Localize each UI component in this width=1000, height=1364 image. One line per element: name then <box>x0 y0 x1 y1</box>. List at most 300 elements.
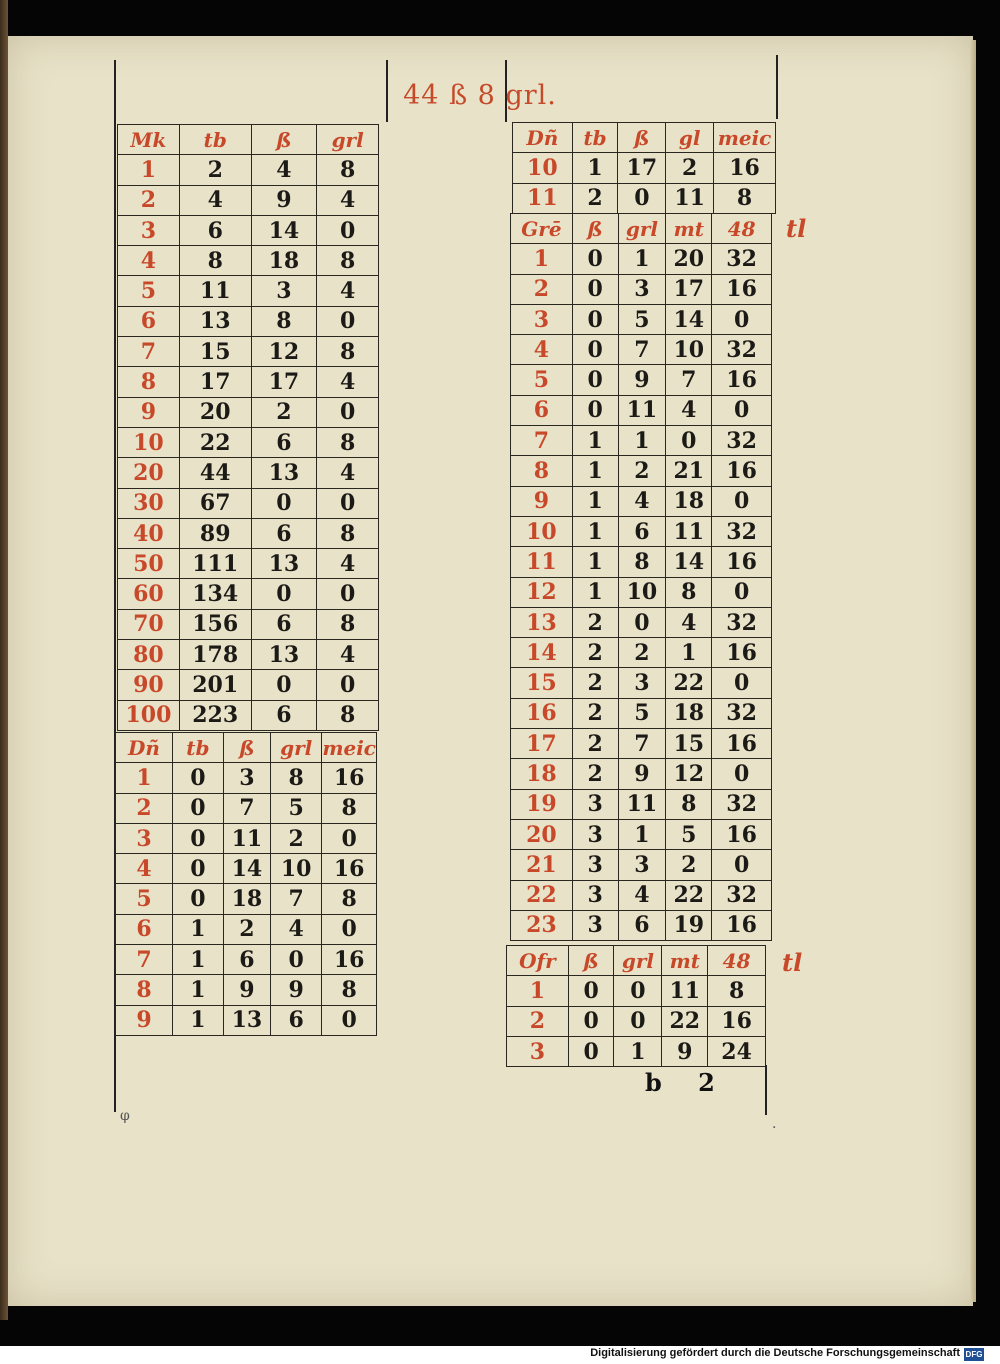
value-cell: 20 <box>666 244 712 274</box>
right-days-table <box>512 122 776 214</box>
table-row <box>511 759 772 789</box>
table-row <box>118 306 379 336</box>
header-cell: Dñ <box>116 733 173 763</box>
book-spine-edge <box>0 0 8 1320</box>
table-row <box>511 850 772 880</box>
value-cell: 11 <box>618 789 666 819</box>
value-cell: 16 <box>714 153 776 183</box>
table-header-row <box>118 125 379 155</box>
value-cell: 2 <box>572 668 618 698</box>
row-label-cell: 4 <box>118 246 180 276</box>
value-cell: 0 <box>271 945 322 975</box>
value-cell: 0 <box>251 579 317 609</box>
row-label-cell: 16 <box>511 698 573 728</box>
value-cell: 0 <box>172 793 223 823</box>
value-cell: 4 <box>251 155 317 185</box>
row-label-cell: 15 <box>511 668 573 698</box>
row-label-cell: 17 <box>511 729 573 759</box>
value-cell: 4 <box>271 914 322 944</box>
value-cell: 0 <box>618 183 666 213</box>
margin-note-hours: tl <box>786 214 807 243</box>
dfg-logo: DFG <box>965 1350 983 1359</box>
value-cell: 1 <box>172 945 223 975</box>
value-cell: 0 <box>172 823 223 853</box>
row-label-cell: 8 <box>118 367 180 397</box>
value-cell: 8 <box>666 577 712 607</box>
value-cell: 1 <box>618 426 666 456</box>
value-cell: 15 <box>666 729 712 759</box>
table-row <box>116 945 377 975</box>
table-row <box>116 763 377 793</box>
value-cell: 10 <box>666 335 712 365</box>
row-label-cell: 9 <box>118 397 180 427</box>
value-cell: 17 <box>251 367 317 397</box>
value-cell: 19 <box>666 910 712 940</box>
table-row <box>511 244 772 274</box>
value-cell: 134 <box>179 579 251 609</box>
value-cell: 0 <box>172 884 223 914</box>
value-cell: 2 <box>572 607 618 637</box>
value-cell: 8 <box>618 547 666 577</box>
table-row <box>118 397 379 427</box>
value-cell: 2 <box>179 155 251 185</box>
row-label-cell: 6 <box>511 395 573 425</box>
value-cell: 32 <box>712 789 772 819</box>
value-cell: 1 <box>172 975 223 1005</box>
value-cell: 1 <box>618 244 666 274</box>
value-cell: 14 <box>223 854 270 884</box>
right-hours-table <box>510 213 772 941</box>
value-cell: 67 <box>179 488 251 518</box>
row-label-cell: 3 <box>116 823 173 853</box>
value-cell: 0 <box>568 976 614 1006</box>
value-cell: 6 <box>618 516 666 546</box>
table-row <box>116 884 377 914</box>
row-label-cell: 1 <box>507 976 569 1006</box>
table-row <box>116 1005 377 1035</box>
value-cell: 178 <box>179 640 251 670</box>
value-cell: 201 <box>179 670 251 700</box>
value-cell: 8 <box>317 518 379 548</box>
value-cell: 13 <box>179 306 251 336</box>
value-cell: 17 <box>666 274 712 304</box>
value-cell: 6 <box>179 215 251 245</box>
table-row <box>116 823 377 853</box>
value-cell: 8 <box>714 183 776 213</box>
table-row <box>511 577 772 607</box>
value-cell: 8 <box>666 789 712 819</box>
row-label-cell: 11 <box>513 183 573 213</box>
table-row <box>511 668 772 698</box>
row-label-cell: 20 <box>511 819 573 849</box>
value-cell: 7 <box>223 793 270 823</box>
funding-footer: Digitalisierung gefördert durch die Deutsche Forschungsgemeinschaft <box>590 1347 960 1359</box>
header-cell: tb <box>172 733 223 763</box>
header-cell: Grē <box>511 214 573 244</box>
row-label-cell: 13 <box>511 607 573 637</box>
table-header-row <box>507 946 766 976</box>
value-cell: 0 <box>712 668 772 698</box>
value-cell: 0 <box>572 335 618 365</box>
row-label-cell: 80 <box>118 640 180 670</box>
table-row <box>116 914 377 944</box>
value-cell: 18 <box>666 698 712 728</box>
row-label-cell: 1 <box>116 763 173 793</box>
table-row <box>118 367 379 397</box>
value-cell: 9 <box>271 975 322 1005</box>
table-row <box>511 729 772 759</box>
value-cell: 5 <box>271 793 322 823</box>
value-cell: 2 <box>251 397 317 427</box>
row-label-cell: 9 <box>511 486 573 516</box>
value-cell: 3 <box>618 668 666 698</box>
value-cell: 0 <box>712 759 772 789</box>
table-row <box>511 395 772 425</box>
value-cell: 6 <box>271 1005 322 1035</box>
row-label-cell: 8 <box>116 975 173 1005</box>
value-cell: 16 <box>322 854 377 884</box>
header-cell: tb <box>179 125 251 155</box>
table-row <box>118 427 379 457</box>
value-cell: 9 <box>662 1036 708 1066</box>
table-row <box>513 153 776 183</box>
value-cell: 0 <box>322 823 377 853</box>
row-label-cell: 2 <box>116 793 173 823</box>
row-label-cell: 7 <box>118 337 180 367</box>
right-frame-rule <box>776 55 778 119</box>
row-label-cell: 2 <box>118 185 180 215</box>
value-cell: 3 <box>618 850 666 880</box>
value-cell: 3 <box>572 880 618 910</box>
row-label-cell: 4 <box>511 335 573 365</box>
value-cell: 0 <box>251 488 317 518</box>
value-cell: 18 <box>251 246 317 276</box>
row-label-cell: 40 <box>118 518 180 548</box>
header-cell: 48 <box>712 214 772 244</box>
value-cell: 0 <box>618 607 666 637</box>
right-lower-frame-rule <box>765 1065 767 1115</box>
table-row <box>511 426 772 456</box>
value-cell: 16 <box>712 819 772 849</box>
value-cell: 0 <box>251 670 317 700</box>
row-label-cell: 5 <box>511 365 573 395</box>
table-row <box>118 215 379 245</box>
value-cell: 1 <box>572 153 618 183</box>
row-label-cell: 10 <box>118 427 180 457</box>
table-row <box>511 880 772 910</box>
row-label-cell: 100 <box>118 700 180 730</box>
value-cell: 16 <box>708 1006 766 1036</box>
row-label-cell: 12 <box>511 577 573 607</box>
value-cell: 0 <box>172 763 223 793</box>
value-cell: 13 <box>251 640 317 670</box>
header-cell: Ofr <box>507 946 569 976</box>
value-cell: 3 <box>572 910 618 940</box>
value-cell: 14 <box>666 547 712 577</box>
value-cell: 16 <box>712 547 772 577</box>
row-label-cell: 22 <box>511 880 573 910</box>
table-row <box>511 486 772 516</box>
header-cell: ß <box>572 214 618 244</box>
value-cell: 4 <box>317 367 379 397</box>
value-cell: 32 <box>712 516 772 546</box>
value-cell: 0 <box>614 1006 662 1036</box>
value-cell: 0 <box>322 1005 377 1035</box>
value-cell: 7 <box>666 365 712 395</box>
value-cell: 10 <box>618 577 666 607</box>
table-row <box>118 579 379 609</box>
value-cell: 9 <box>251 185 317 215</box>
table-row <box>118 185 379 215</box>
value-cell: 1 <box>572 486 618 516</box>
value-cell: 18 <box>666 486 712 516</box>
header-cell: mt <box>666 214 712 244</box>
value-cell: 8 <box>317 427 379 457</box>
value-cell: 9 <box>223 975 270 1005</box>
value-cell: 20 <box>179 397 251 427</box>
value-cell: 2 <box>572 729 618 759</box>
value-cell: 44 <box>179 458 251 488</box>
value-cell: 15 <box>179 337 251 367</box>
header-cell: Mk <box>118 125 180 155</box>
table-row <box>511 789 772 819</box>
table-row <box>511 819 772 849</box>
value-cell: 0 <box>317 488 379 518</box>
table-header-row <box>116 733 377 763</box>
table-row <box>118 458 379 488</box>
header-cell: grl <box>271 733 322 763</box>
table-row <box>511 910 772 940</box>
value-cell: 16 <box>712 638 772 668</box>
row-label-cell: 30 <box>118 488 180 518</box>
value-cell: 6 <box>251 609 317 639</box>
header-cell: grl <box>618 214 666 244</box>
value-cell: 11 <box>179 276 251 306</box>
value-cell: 4 <box>317 185 379 215</box>
value-cell: 0 <box>614 976 662 1006</box>
value-cell: 5 <box>618 304 666 334</box>
value-cell: 2 <box>572 698 618 728</box>
value-cell: 0 <box>572 304 618 334</box>
row-label-cell: 4 <box>116 854 173 884</box>
row-label-cell: 10 <box>511 516 573 546</box>
value-cell: 0 <box>572 244 618 274</box>
value-cell: 0 <box>172 854 223 884</box>
value-cell: 3 <box>572 819 618 849</box>
value-cell: 32 <box>712 244 772 274</box>
value-cell: 4 <box>618 486 666 516</box>
header-cell: grl <box>317 125 379 155</box>
value-cell: 13 <box>251 549 317 579</box>
value-cell: 2 <box>271 823 322 853</box>
row-label-cell: 7 <box>511 426 573 456</box>
value-cell: 14 <box>251 215 317 245</box>
value-cell: 6 <box>251 700 317 730</box>
value-cell: 0 <box>322 914 377 944</box>
value-cell: 5 <box>666 819 712 849</box>
value-cell: 89 <box>179 518 251 548</box>
value-cell: 11 <box>666 516 712 546</box>
header-cell: meic <box>714 123 776 153</box>
value-cell: 8 <box>322 793 377 823</box>
row-label-cell: 11 <box>511 547 573 577</box>
row-label-cell: 8 <box>511 456 573 486</box>
value-cell: 4 <box>317 549 379 579</box>
table-row <box>118 155 379 185</box>
value-cell: 8 <box>317 246 379 276</box>
row-label-cell: 60 <box>118 579 180 609</box>
value-cell: 16 <box>322 763 377 793</box>
row-label-cell: 1 <box>118 155 180 185</box>
value-cell: 4 <box>317 276 379 306</box>
header-cell: 48 <box>708 946 766 976</box>
value-cell: 8 <box>317 609 379 639</box>
value-cell: 1 <box>572 456 618 486</box>
table-row <box>118 518 379 548</box>
value-cell: 16 <box>712 729 772 759</box>
header-cell: Dñ <box>513 123 573 153</box>
value-cell: 0 <box>568 1006 614 1036</box>
page-heading: 44 ß 8 grl. <box>403 80 557 111</box>
value-cell: 4 <box>666 607 712 637</box>
table-row <box>116 854 377 884</box>
value-cell: 3 <box>223 763 270 793</box>
value-cell: 7 <box>618 729 666 759</box>
table-row <box>118 609 379 639</box>
value-cell: 16 <box>322 945 377 975</box>
table-row <box>118 246 379 276</box>
table-row <box>118 276 379 306</box>
value-cell: 32 <box>712 426 772 456</box>
row-label-cell: 14 <box>511 638 573 668</box>
value-cell: 1 <box>172 914 223 944</box>
left-conversion-table <box>117 124 379 731</box>
value-cell: 4 <box>179 185 251 215</box>
value-cell: 16 <box>712 365 772 395</box>
table-row <box>511 698 772 728</box>
value-cell: 6 <box>251 427 317 457</box>
value-cell: 32 <box>712 335 772 365</box>
value-cell: 24 <box>708 1036 766 1066</box>
value-cell: 156 <box>179 609 251 639</box>
value-cell: 18 <box>223 884 270 914</box>
header-cell: gl <box>666 123 714 153</box>
table-row <box>513 183 776 213</box>
table-row <box>511 335 772 365</box>
value-cell: 22 <box>179 427 251 457</box>
value-cell: 22 <box>662 1006 708 1036</box>
value-cell: 0 <box>712 577 772 607</box>
value-cell: 4 <box>317 458 379 488</box>
value-cell: 2 <box>666 850 712 880</box>
row-label-cell: 3 <box>118 215 180 245</box>
row-label-cell: 3 <box>507 1036 569 1066</box>
table-row <box>511 607 772 637</box>
row-label-cell: 5 <box>118 276 180 306</box>
table-row <box>118 549 379 579</box>
ink-speck: φ <box>120 1108 130 1124</box>
value-cell: 16 <box>712 910 772 940</box>
value-cell: 0 <box>317 670 379 700</box>
value-cell: 11 <box>662 976 708 1006</box>
value-cell: 32 <box>712 607 772 637</box>
value-cell: 17 <box>618 153 666 183</box>
margin-note-quarter: tl <box>782 948 803 977</box>
value-cell: 223 <box>179 700 251 730</box>
value-cell: 9 <box>618 365 666 395</box>
row-label-cell: 50 <box>118 549 180 579</box>
row-label-cell: 18 <box>511 759 573 789</box>
value-cell: 2 <box>618 456 666 486</box>
table-row <box>507 976 766 1006</box>
table-row <box>511 365 772 395</box>
header-cell: meic <box>322 733 377 763</box>
value-cell: 2 <box>223 914 270 944</box>
value-cell: 0 <box>712 486 772 516</box>
value-cell: 17 <box>179 367 251 397</box>
value-cell: 0 <box>317 215 379 245</box>
right-quarter-table <box>506 945 766 1067</box>
value-cell: 32 <box>712 698 772 728</box>
table-row <box>511 274 772 304</box>
value-cell: 8 <box>317 337 379 367</box>
table-row <box>511 547 772 577</box>
row-label-cell: 19 <box>511 789 573 819</box>
table-row <box>118 700 379 730</box>
value-cell: 8 <box>179 246 251 276</box>
value-cell: 2 <box>572 183 618 213</box>
value-cell: 22 <box>666 668 712 698</box>
table-row <box>118 488 379 518</box>
row-label-cell: 1 <box>511 244 573 274</box>
value-cell: 8 <box>322 975 377 1005</box>
header-cell: tb <box>572 123 618 153</box>
value-cell: 0 <box>317 579 379 609</box>
value-cell: 16 <box>712 456 772 486</box>
header-cell: mt <box>662 946 708 976</box>
value-cell: 6 <box>618 910 666 940</box>
value-cell: 7 <box>618 335 666 365</box>
value-cell: 6 <box>223 945 270 975</box>
value-cell: 14 <box>666 304 712 334</box>
table-row <box>507 1036 766 1066</box>
value-cell: 8 <box>322 884 377 914</box>
value-cell: 8 <box>317 700 379 730</box>
value-cell: 4 <box>666 395 712 425</box>
value-cell: 11 <box>223 823 270 853</box>
value-cell: 16 <box>712 274 772 304</box>
value-cell: 7 <box>271 884 322 914</box>
header-cell: ß <box>568 946 614 976</box>
value-cell: 10 <box>271 854 322 884</box>
row-label-cell: 3 <box>511 304 573 334</box>
header-cell: ß <box>223 733 270 763</box>
table-row <box>507 1006 766 1036</box>
value-cell: 3 <box>618 274 666 304</box>
table-header-row <box>511 214 772 244</box>
value-cell: 1 <box>572 516 618 546</box>
value-cell: 4 <box>317 640 379 670</box>
value-cell: 8 <box>251 306 317 336</box>
value-cell: 2 <box>572 638 618 668</box>
value-cell: 111 <box>179 549 251 579</box>
signature-mark: b 2 <box>645 1068 729 1097</box>
row-label-cell: 10 <box>513 153 573 183</box>
row-label-cell: 2 <box>507 1006 569 1036</box>
row-label-cell: 6 <box>116 914 173 944</box>
value-cell: 13 <box>223 1005 270 1035</box>
row-label-cell: 2 <box>511 274 573 304</box>
